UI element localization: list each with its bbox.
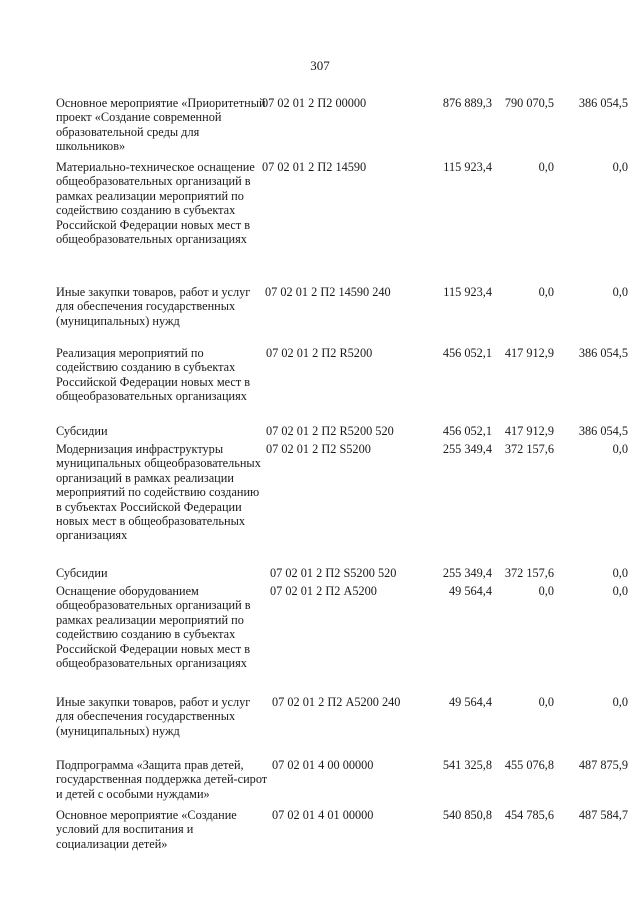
row-value-1: 456 052,1: [442, 424, 492, 438]
row-value-1: 255 349,4: [442, 566, 492, 580]
row-value-3: 487 584,7: [578, 808, 628, 822]
row-code: 07 02 01 2 П2 14590 240: [265, 285, 391, 299]
row-name: Субсидии: [56, 424, 108, 438]
row-name: Модернизация инфраструктуры муниципальных общеобразовательных организаций в рамках реализации мероприятий по содействию созданию в субъектах Российской Федерации новых мест в общеобразовательных организациях: [56, 442, 261, 543]
row-value-2: 0,0: [538, 584, 554, 598]
row-code: 07 02 01 4 01 00000: [272, 808, 374, 822]
row-code: 07 02 01 2 П2 А5200 240: [272, 695, 401, 709]
row-code: 07 02 01 2 П2 R5200: [266, 346, 373, 360]
row-value-2: 372 157,6: [504, 442, 554, 456]
row-code: 07 02 01 2 П2 S5200: [266, 442, 371, 456]
row-value-3: 0,0: [612, 584, 628, 598]
row-code: 07 02 01 4 00 00000: [272, 758, 374, 772]
row-name: Основное мероприятие «Создание условий для воспитания и социализации детей»: [56, 808, 237, 851]
row-name: Материально-техническое оснащение общеобразовательных организаций в рамках реализации мероприятий по содействию созданию в субъектах Российской Федерации новых мест в общеобразовательных организациях: [56, 160, 255, 247]
row-value-1: 49 564,4: [448, 584, 492, 598]
row-name: Оснащение оборудованием общеобразовательных организаций в рамках реализации мероприятий по содействию созданию в субъектах Российской Федерации новых мест в общеобразовательных организациях: [56, 584, 251, 671]
row-value-1: 541 325,8: [442, 758, 492, 772]
row-value-1: 255 349,4: [442, 442, 492, 456]
row-code: 07 02 01 2 П2 S5200 520: [270, 566, 397, 580]
row-name: Субсидии: [56, 566, 108, 580]
row-value-2: 372 157,6: [504, 566, 554, 580]
row-value-1: 115 923,4: [443, 160, 492, 174]
row-value-3: 0,0: [612, 285, 628, 299]
row-name: Подпрограмма «Защита прав детей, государственная поддержка детей-сирот и детей с особыми нуждами»: [56, 758, 268, 801]
row-name: Основное мероприятие «Приоритетный проект «Создание современной образовательной среды для школьников»: [56, 96, 266, 154]
row-value-2: 417 912,9: [504, 346, 554, 360]
row-code: 07 02 01 2 П2 14590: [262, 160, 367, 174]
row-value-3: 0,0: [612, 442, 628, 456]
row-code: 07 02 01 2 П2 R5200 520: [266, 424, 394, 438]
row-name: Реализация мероприятий по содействию созданию в субъектах Российской Федерации новых мест в общеобразовательных организациях: [56, 346, 251, 404]
row-value-2: 454 785,6: [504, 808, 554, 822]
row-value-2: 0,0: [538, 695, 554, 709]
row-value-1: 540 850,8: [442, 808, 492, 822]
row-name: Иные закупки товаров, работ и услуг для обеспечения государственных (муниципальных) нужд: [56, 695, 251, 738]
row-code: 07 02 01 2 П2 00000: [262, 96, 367, 110]
row-value-1: 876 889,3: [442, 96, 492, 110]
row-value-2: 455 076,8: [504, 758, 554, 772]
row-value-1: 115 923,4: [443, 285, 492, 299]
row-value-2: 0,0: [538, 285, 554, 299]
row-value-1: 49 564,4: [448, 695, 492, 709]
row-value-3: 386 054,5: [578, 96, 628, 110]
row-name: Иные закупки товаров, работ и услуг для обеспечения государственных (муниципальных) нужд: [56, 285, 251, 328]
row-value-3: 0,0: [612, 566, 628, 580]
row-value-1: 456 052,1: [442, 346, 492, 360]
row-value-2: 0,0: [538, 160, 554, 174]
row-value-2: 417 912,9: [504, 424, 554, 438]
row-value-3: 487 875,9: [578, 758, 628, 772]
row-value-2: 790 070,5: [504, 96, 554, 110]
row-value-3: 386 054,5: [578, 346, 628, 360]
page-number: 307: [310, 58, 330, 73]
row-value-3: 386 054,5: [578, 424, 628, 438]
row-value-3: 0,0: [612, 695, 628, 709]
row-code: 07 02 01 2 П2 А5200: [270, 584, 377, 598]
row-value-3: 0,0: [612, 160, 628, 174]
